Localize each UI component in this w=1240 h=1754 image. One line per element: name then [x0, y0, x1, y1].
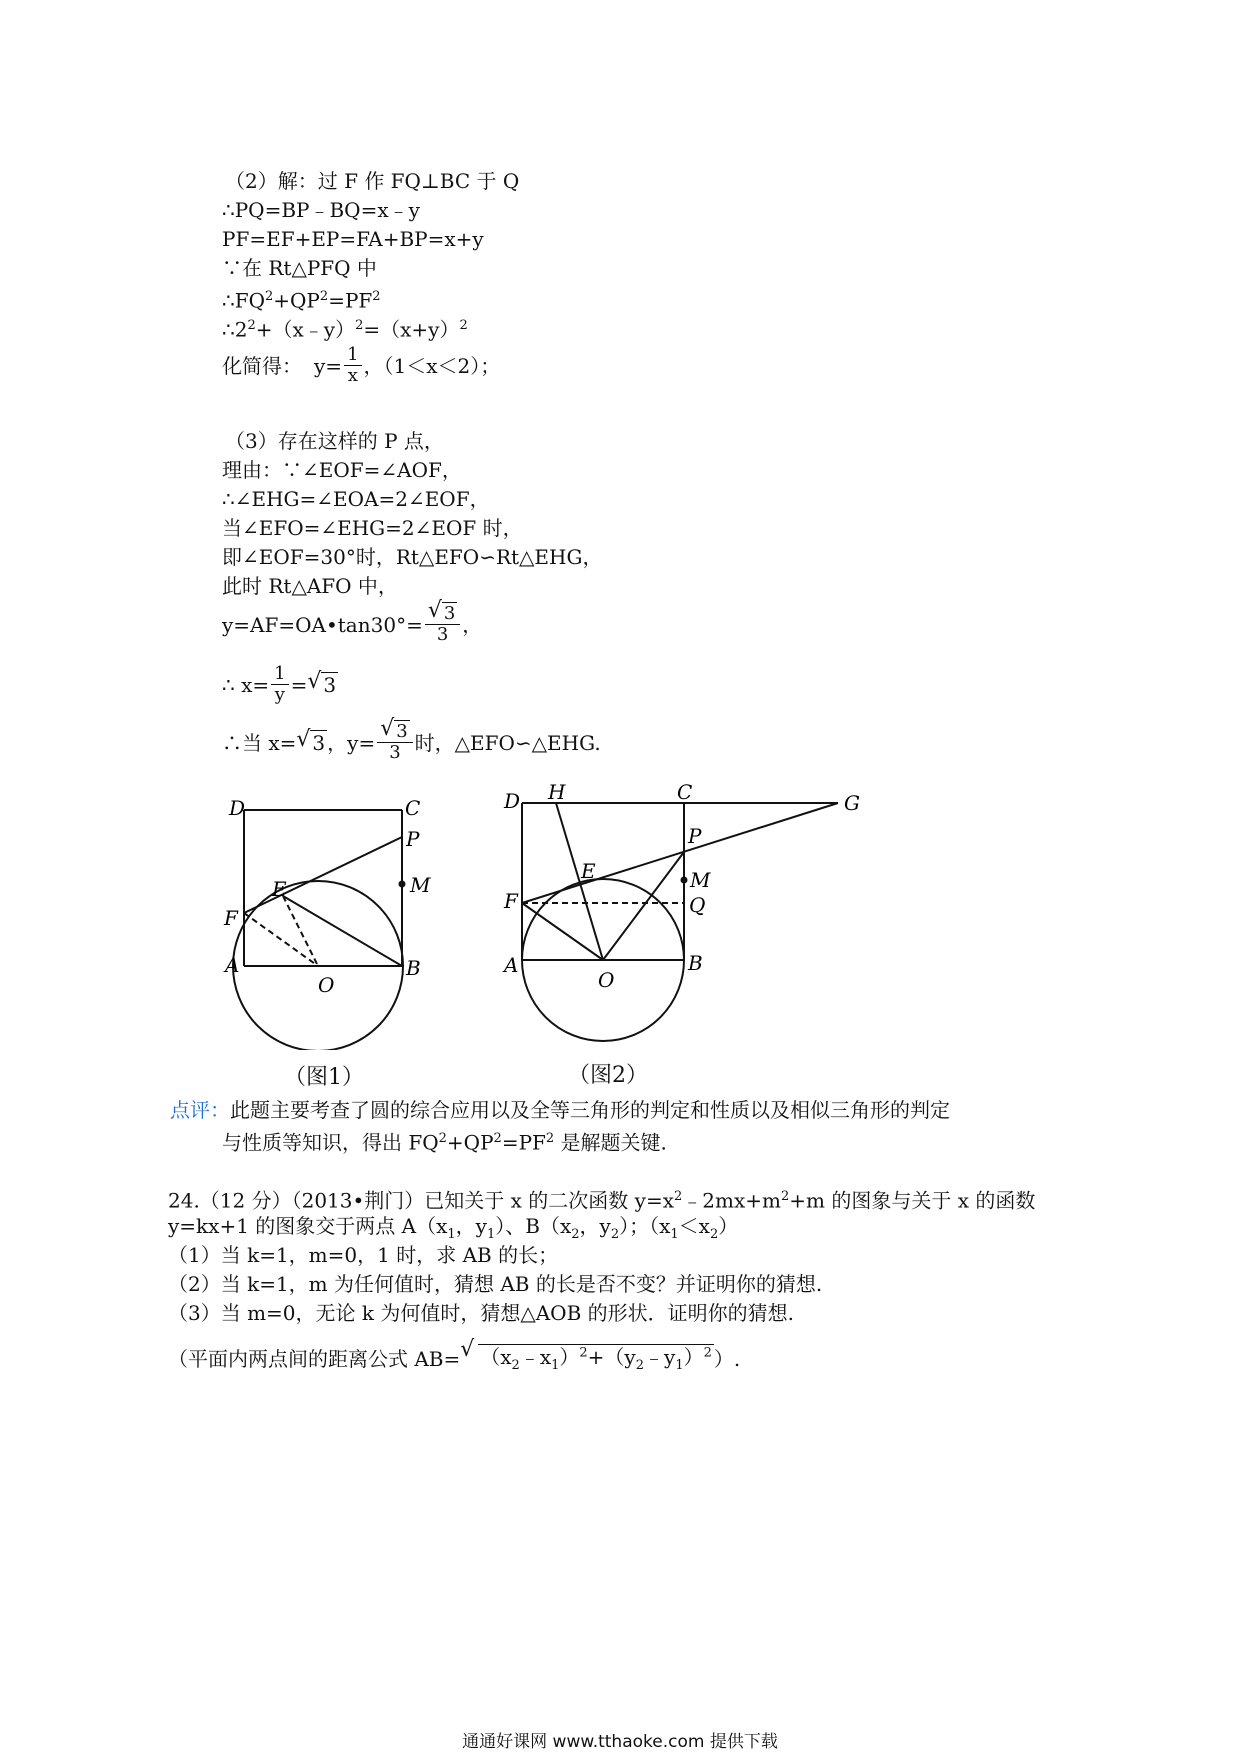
fig1-label-d: D: [229, 796, 246, 820]
figure-2: [522, 803, 838, 1041]
part3-line3: ∴∠EHG=∠EOA=2∠EOF，: [222, 487, 490, 511]
fig2-label-q: Q: [689, 893, 706, 917]
fig1-caption: （图1）: [284, 1065, 364, 1090]
page-footer: 通通好课网 www.tthaoke.com 提供下载: [462, 1732, 778, 1752]
fig2-label-a: A: [504, 953, 519, 977]
fig1-label-p: P: [406, 827, 420, 851]
fraction-1-over-x: $\frac{1}{x}$: [344, 345, 361, 386]
problem24-q1: （1）当 k=1，m=0，1 时，求 AB 的长；: [168, 1243, 559, 1267]
fig2-line-fg: [522, 803, 838, 903]
distance-formula-sqrt: √ $(x_2﹣x_1)^2+(y_2﹣y_1)^2$: [460, 1340, 714, 1379]
part2-line1: （2）解：过 F 作 FQ⊥BC 于 Q: [225, 169, 520, 193]
fig1-label-c: C: [405, 796, 421, 820]
part3-line8: ∴ x= $\frac{1}{y}$ = √ 3: [222, 664, 338, 705]
fig2-label-g: G: [844, 791, 860, 815]
problem24-formula: （平面内两点间的距离公式 AB= √ $(x_2﹣x_1)^2+(y_2﹣y_1)^2$ ）.: [168, 1340, 740, 1379]
fig2-label-d: D: [504, 789, 521, 813]
fig2-label-p: P: [688, 824, 702, 848]
part3-line7: y=AF=OA•tan30°= √ $\frac{3}{3}$ ，: [222, 604, 482, 645]
fig1-label-e: E: [272, 877, 287, 901]
fraction-1-over-y: $\frac{1}{y}$: [271, 664, 288, 705]
fig2-line-ho: [556, 803, 603, 960]
fig2-line-fo: [522, 903, 603, 960]
part3-line1: （3）存在这样的 P 点，: [225, 429, 444, 453]
fig2-line-op: [603, 852, 684, 960]
problem24-line1: 24.（12 分）（2013•荆门）已知关于 x 的二次函数 $y=x^2﹣2mx+m^2+m$ 的图象与关于 x 的函数: [168, 1188, 1036, 1213]
comment-line1: 点评：此题主要考查了圆的综合应用以及全等三角形的判定和性质以及相似三角形的判定: [170, 1098, 950, 1122]
fig2-label-m: M: [690, 868, 711, 892]
fig2-caption: （图2）: [568, 1063, 648, 1088]
part2-line3: PF=EF+EP=FA+BP=x+y: [222, 227, 484, 251]
part3-line4: 当∠EFO=∠EHG=2∠EOF 时，: [222, 516, 523, 540]
fig1-line-fo: [244, 913, 318, 966]
part2-line4: ∵在 Rt△PFQ 中: [222, 256, 377, 280]
fig2-label-c: C: [677, 780, 693, 804]
part3-line5: 即∠EOF=30°时，Rt△EFO∽Rt△EHG，: [222, 545, 603, 569]
part3-line6: 此时 Rt△AFO 中，: [222, 574, 398, 598]
fig2-point-m: [681, 877, 688, 884]
fraction-sqrt3-over-3: √ $\frac{3}{3}$: [377, 722, 412, 763]
comment-label: 点评：: [170, 1098, 230, 1122]
fig2-label-b: B: [688, 951, 703, 975]
sqrt-3: √ 3: [307, 672, 338, 698]
problem24-q3: （3）当 m=0，无论 k 为何值时，猜想△AOB 的形状．证明你的猜想.: [168, 1301, 794, 1325]
fig1-label-b: B: [406, 956, 421, 980]
part3-line2: 理由：∵∠EOF=∠AOF，: [222, 458, 462, 482]
part2-line6: $\therefore 2^2+(x﹣y)^2=(x+y)^2$: [222, 317, 468, 342]
fig2-label-e: E: [581, 859, 596, 883]
fig2-label-o: O: [598, 968, 615, 992]
fig1-label-m: M: [410, 873, 431, 897]
comment-line2: 与性质等知识，得出 $FQ^2+QP^2=PF^2$ 是解题关键.: [222, 1130, 667, 1155]
fig1-line-eb: [283, 896, 402, 966]
fig2-label-h: H: [548, 780, 566, 804]
sqrt-3: √ 3: [296, 730, 327, 756]
fig1-label-o: O: [318, 973, 335, 997]
problem24-q2: （2）当 k=1，m 为任何值时，猜想 AB 的长是否不变？并证明你的猜想.: [168, 1272, 823, 1296]
fig1-label-f: F: [224, 906, 238, 930]
part2-line7: 化简得： y= $\frac{1}{x}$ ，（1＜x＜2）；: [222, 344, 501, 386]
part2-line2: ∴PQ=BP﹣BQ=x﹣y: [222, 198, 420, 222]
problem24-line2: y=kx+1 的图象交于两点 $A(x_1$，$y_1$）、$B(x_2$，$y_2$）；$(x_1<x_2)$: [168, 1214, 739, 1242]
fraction-sqrt3-over-3: √ $\frac{3}{3}$: [425, 604, 460, 645]
fig2-label-f: F: [504, 889, 518, 913]
fig1-point-m: [399, 881, 406, 888]
fig1-label-a: A: [225, 953, 240, 977]
part2-line5: $\therefore FQ^2+QP^2=PF^2$: [222, 288, 381, 313]
part3-line9: ∴当 x= √ 3 ，y= √ $\frac{3}{3}$ 时，△EFO∽△EHG.: [222, 722, 601, 763]
fig1-line-fp: [244, 837, 402, 913]
